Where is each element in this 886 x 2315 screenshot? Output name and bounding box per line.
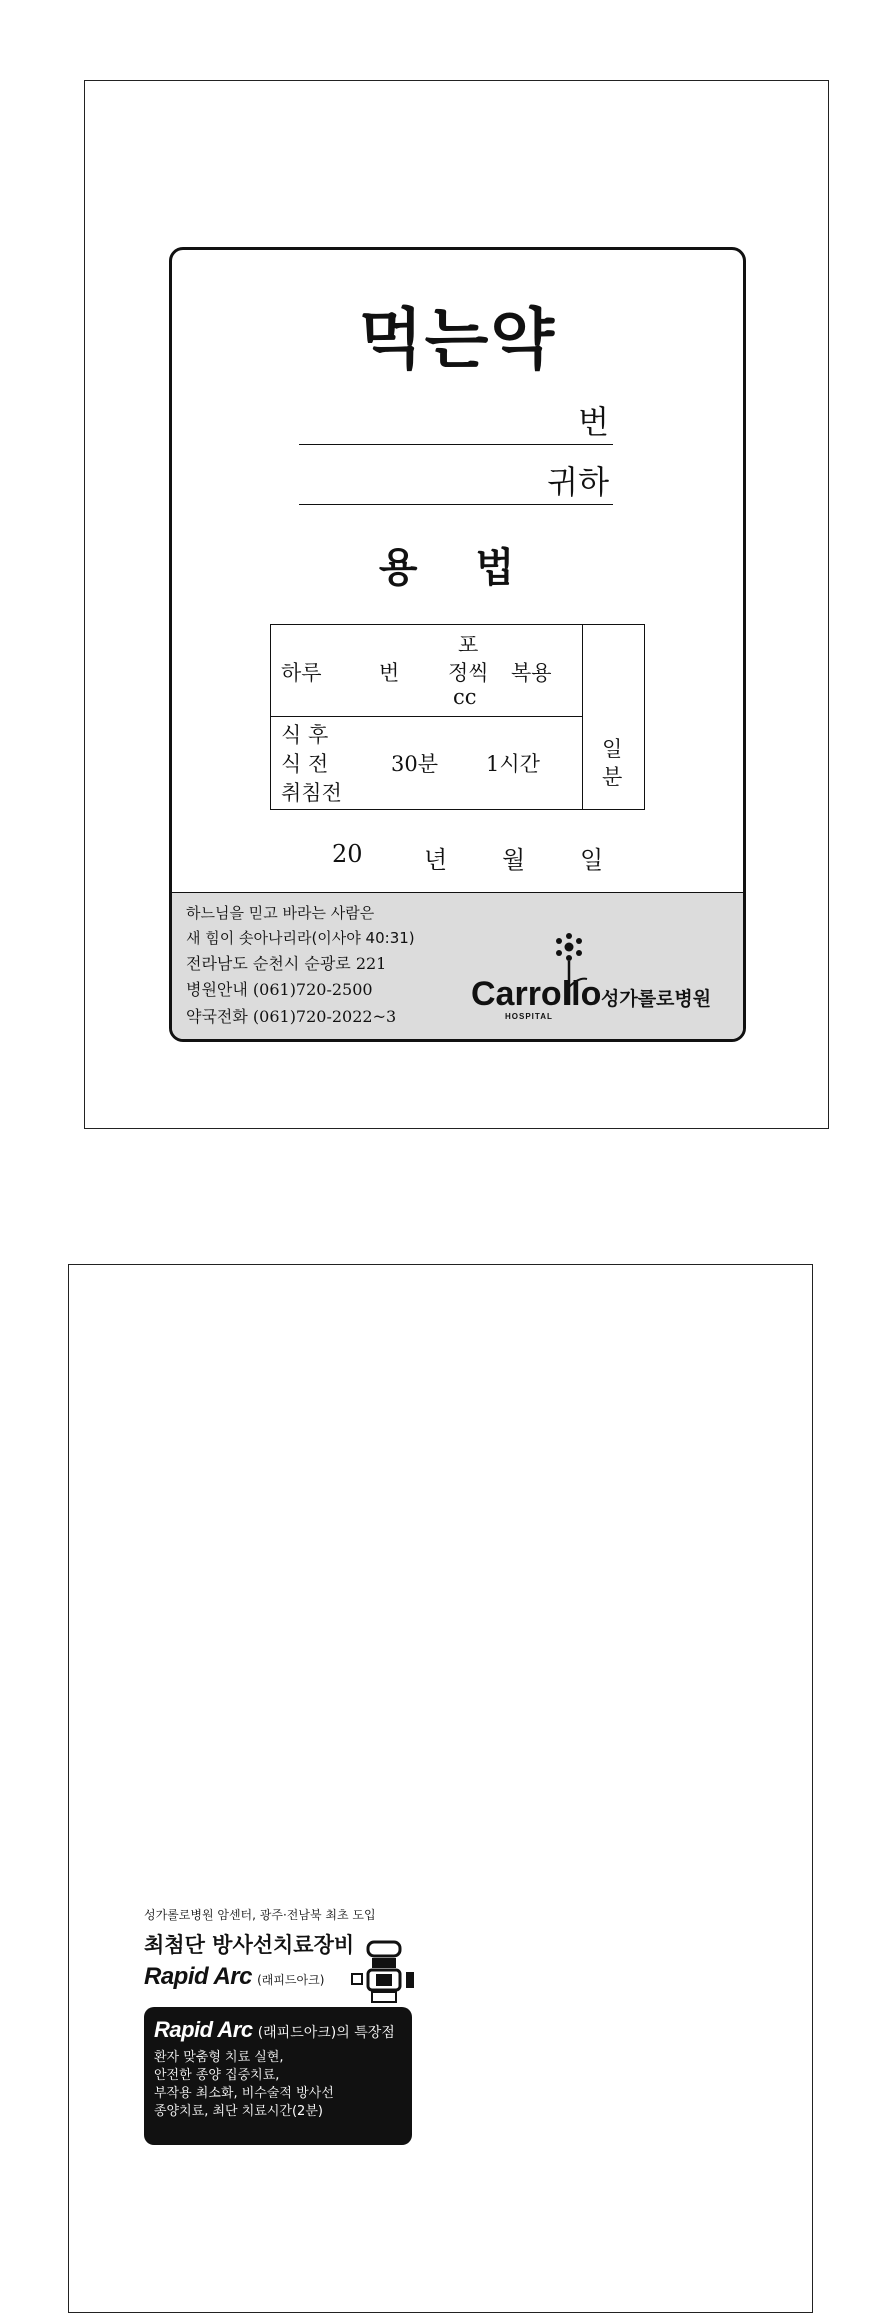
year-prefix: 20 [332, 840, 363, 868]
ad-brand: Rapid Arc [144, 1963, 252, 1990]
dosage-main-column [271, 625, 583, 809]
dosage-timing-row [271, 717, 582, 810]
side-label-day: 일 [602, 737, 623, 761]
honorific-label: 귀하 [547, 463, 609, 501]
radiotherapy-machine-icon [350, 1940, 416, 2006]
logo-sub-text: HOSPITAL [505, 1012, 553, 1021]
cc-unit-label: cc [453, 685, 477, 709]
features-box [144, 2007, 412, 2145]
dosage-side-column [582, 625, 644, 809]
before-meal-label: 식 전 [281, 752, 329, 776]
bedtime-label: 취침전 [281, 781, 342, 805]
minutes-label: 30분 [391, 752, 439, 776]
logo-name-text: 성가롤로병원 [601, 988, 712, 1010]
side-label-minute: 분 [602, 765, 623, 789]
patient-number-field[interactable] [299, 397, 613, 445]
usage-title: 용 법 [378, 544, 537, 591]
day-label: 일 [580, 846, 604, 874]
features-title [154, 2017, 402, 2043]
daily-label: 하루 [281, 661, 322, 685]
feature-item: 부작용 최소화, 비수술적 방사선 [154, 2086, 334, 2101]
features-list [154, 2049, 402, 2121]
hospital-address: 전라남도 순천시 순광로 221 [186, 954, 387, 973]
hospital-logo [469, 925, 731, 1025]
each-label: 정씩 [448, 661, 489, 685]
pharmacy-phone: 약국전화 (061)720-2022~3 [186, 1007, 397, 1026]
year-label: 년 [424, 846, 448, 874]
logo-brand-text: Carrollo [471, 975, 602, 1013]
rapid-arc-advertisement [144, 1906, 424, 2145]
features-brand: Rapid Arc [154, 2017, 253, 2042]
hospital-footer [172, 892, 743, 1039]
ad-subheadline: 최첨단 방사선치료장비 [144, 1933, 355, 1957]
after-meal-label: 식 후 [281, 723, 329, 747]
patient-name-field[interactable] [299, 457, 613, 505]
ad-headline: 성가롤로병원 암센터, 광주·전남북 최초 도입 [144, 1908, 376, 1922]
feature-item: 환자 맞춤형 치료 실현, [154, 2050, 284, 2065]
times-label: 번 [379, 661, 400, 685]
number-suffix-label: 번 [578, 403, 609, 441]
hour-label: 1시간 [486, 752, 540, 776]
month-label: 월 [502, 846, 526, 874]
hospital-phone: 병원안내 (061)720-2500 [186, 980, 373, 999]
pack-unit-label: 포 [458, 633, 479, 657]
take-label: 복용 [511, 661, 552, 685]
dosage-amount-row [271, 625, 582, 717]
verse-line-1: 하느님을 믿고 바라는 사람은 [186, 904, 375, 922]
feature-item: 종양치료, 최단 치료시간(2분) [154, 2104, 323, 2119]
front-page [84, 80, 829, 1129]
dosage-table [270, 624, 645, 810]
verse-line-2: 새 힘이 솟아나리라(이사야 40:31) [186, 929, 415, 947]
features-title-rest: (래피드아크)의 특장점 [257, 2025, 395, 2041]
feature-item: 안전한 종양 집중치료, [154, 2068, 280, 2083]
medicine-envelope-card [169, 247, 746, 1042]
ad-brand-sub: (래피드아크) [257, 1973, 325, 1987]
envelope-title: 먹는약 [358, 301, 557, 378]
back-page [68, 1264, 813, 2313]
